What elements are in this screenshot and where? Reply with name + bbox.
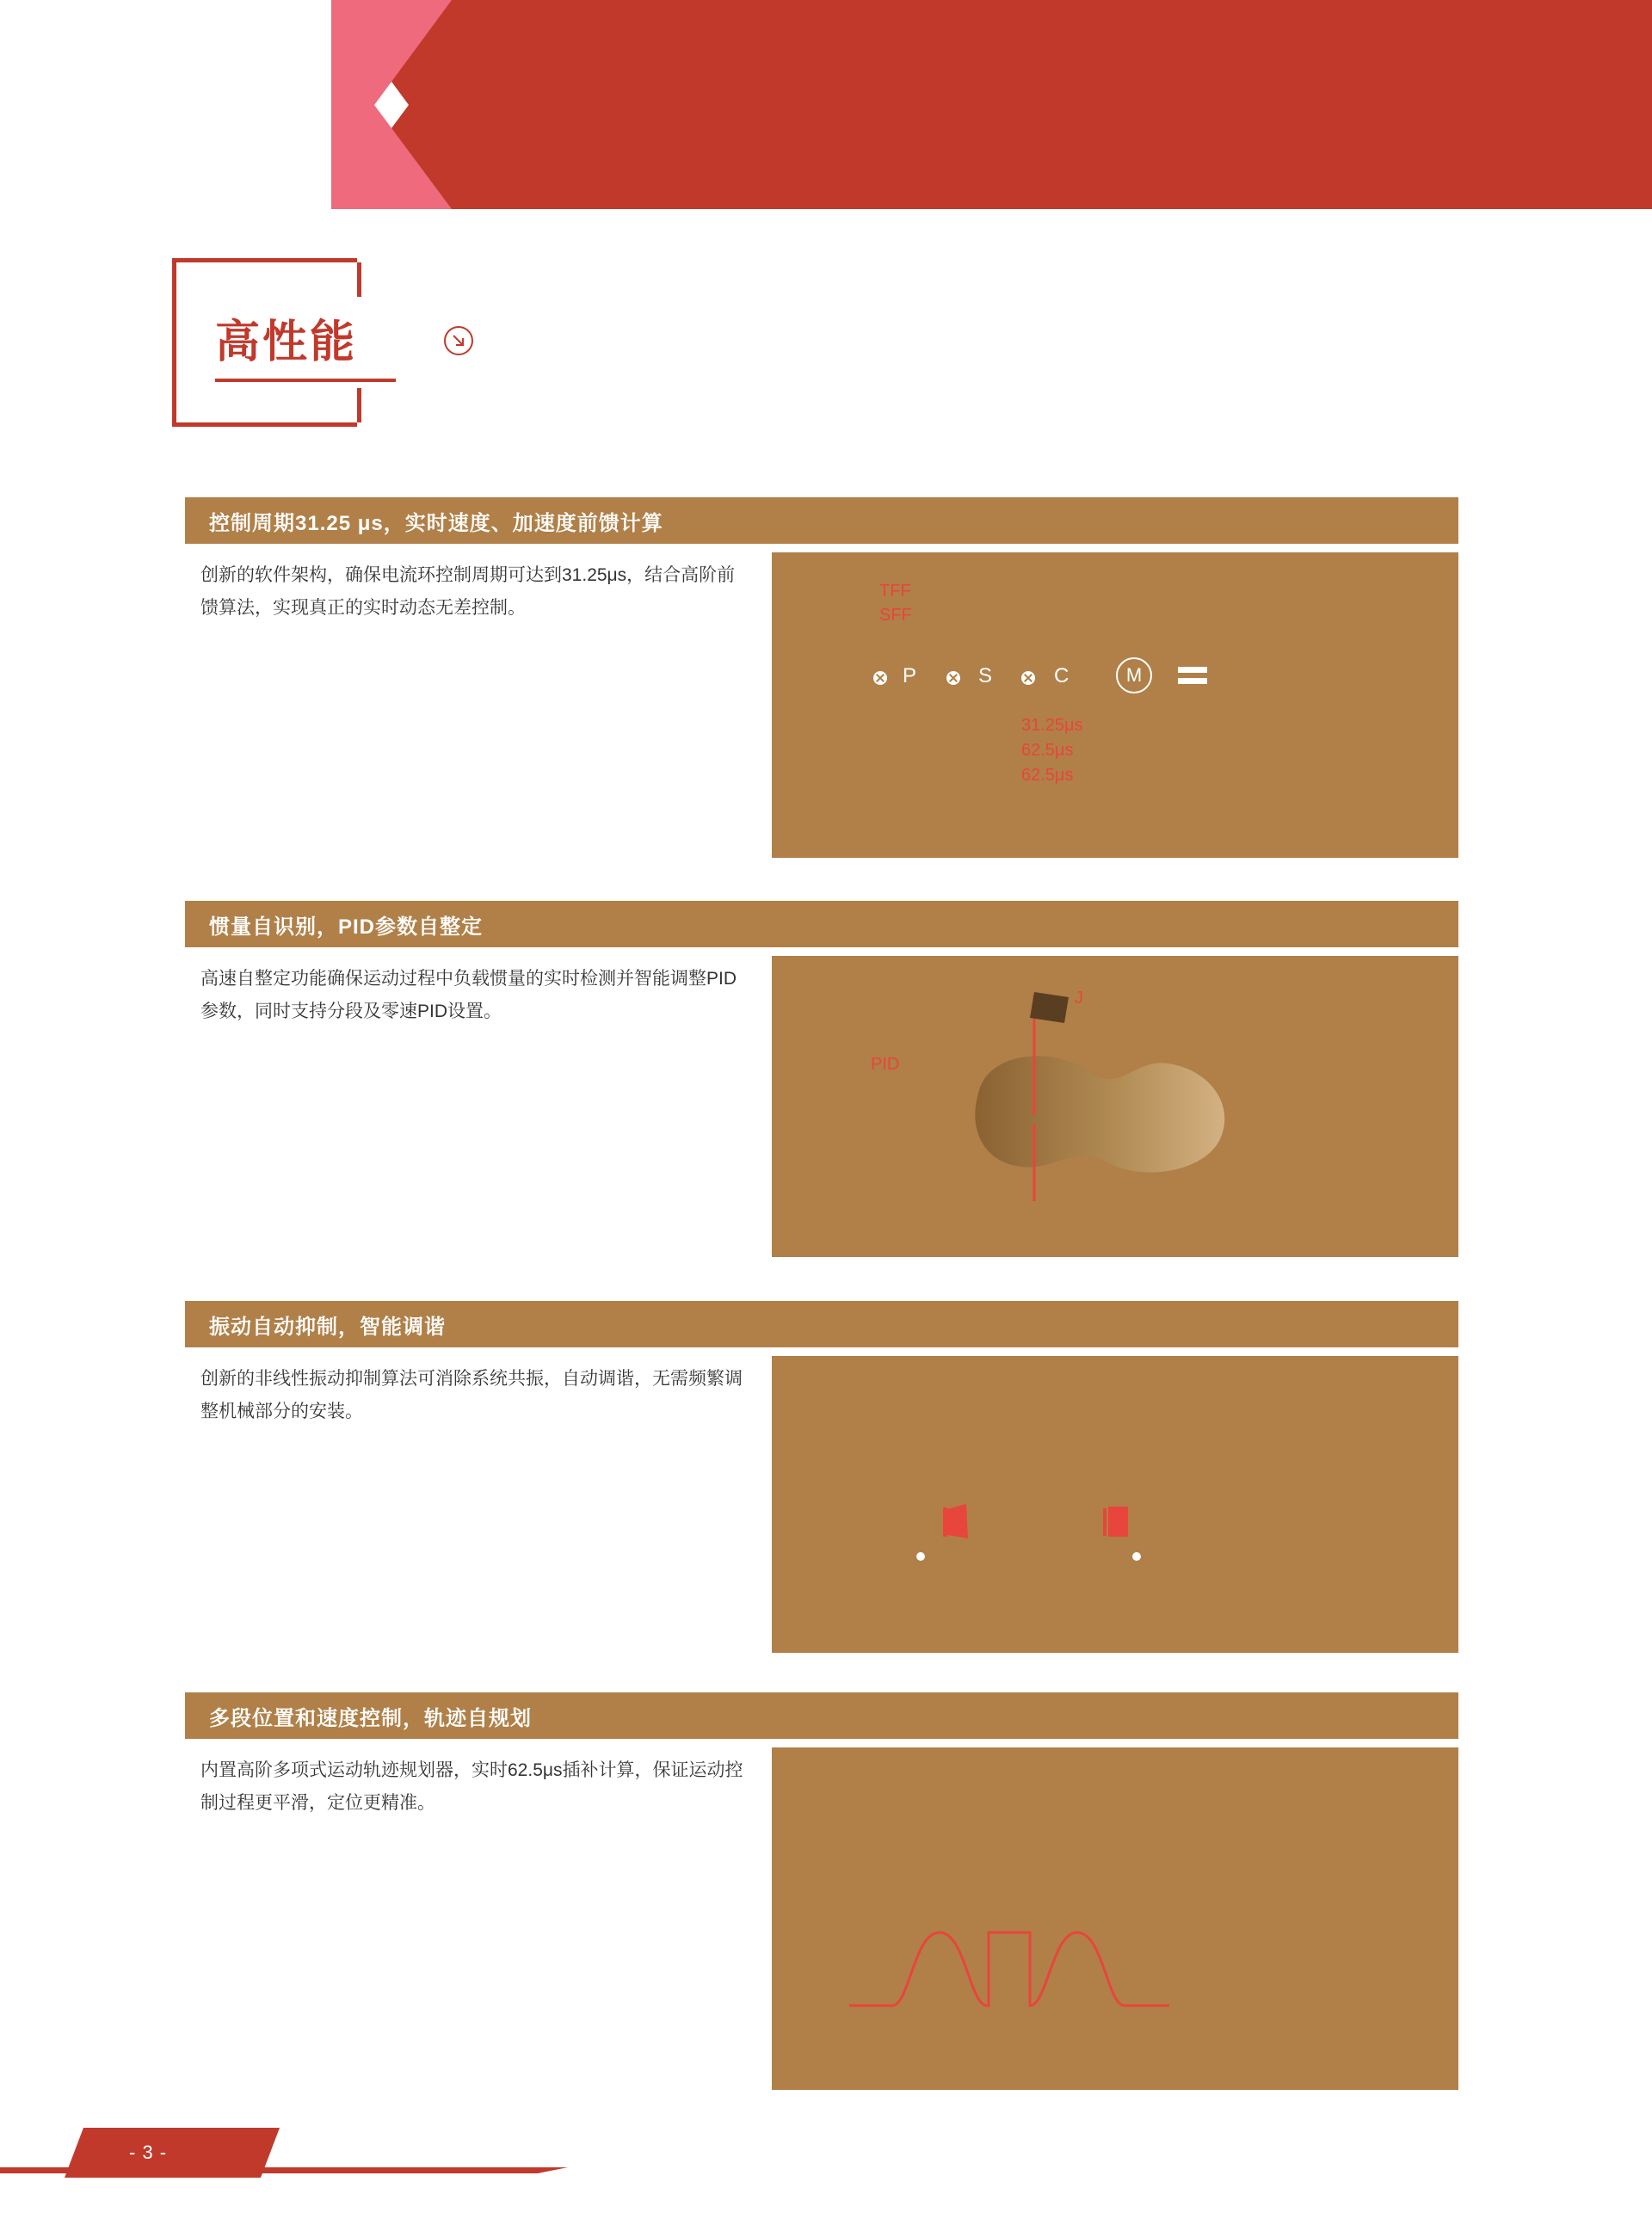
load-bar-bottom: [1178, 678, 1207, 684]
page-number: - 3 -: [129, 2142, 168, 2163]
section-control-cycle: [185, 497, 1458, 878]
section-body: [185, 1754, 1458, 2098]
node-junction-3: [1021, 671, 1035, 685]
section-trajectory-planning: [185, 1692, 1458, 2098]
inertia-blob-graphic: [772, 956, 1458, 1257]
figure-trajectory-curve: [772, 1747, 1458, 2090]
timing-3: 62.5μs: [1021, 766, 1074, 785]
label-sff: SFF: [879, 606, 912, 625]
section-heading: 振动自动抑制，智能调谐: [209, 1315, 446, 1339]
label-pid: PID: [871, 1055, 900, 1074]
timing-2: 62.5μs: [1021, 741, 1074, 760]
page-title-block: [172, 258, 361, 430]
section-description: 创新的非线性振动抑制算法可消除系统共振，自动调谐，无需频繁调整机械部分的安装。: [200, 1369, 743, 1421]
section-description: 创新的软件架构，确保电流环控制周期可达到31.25μs，结合高阶前馈算法，实现真正的实时动态无差控制。: [200, 565, 736, 618]
arrow-down-right-icon: [443, 325, 474, 356]
label-j-axis: J: [1075, 989, 1083, 1008]
section-description: 内置高阶多项式运动轨迹规划器，实时62.5μs插补计算，保证运动控制过程更平滑，定位更精准。: [200, 1760, 743, 1813]
page-title: 高性能: [215, 317, 358, 367]
section-header: [185, 901, 1458, 947]
trajectory-graphic: [772, 1747, 1458, 2090]
timing-1: 31.25μs: [1021, 716, 1083, 735]
section-heading: 控制周期31.25 μs，实时速度、加速度前馈计算: [209, 511, 663, 535]
section-heading: 惯量自识别，PID参数自整定: [209, 915, 484, 939]
label-tff: TFF: [879, 582, 911, 601]
node-junction-1: [873, 671, 887, 685]
section-body: [185, 1363, 1458, 1655]
section-inertia-pid: [185, 901, 1458, 1273]
figure-vibration-flags: [772, 1356, 1458, 1653]
motor-node: M: [1116, 657, 1152, 693]
section-body: [185, 559, 1458, 878]
figure-control-loop: [772, 552, 1458, 858]
banner-red-shape: [331, 0, 1652, 209]
section-heading: 多段位置和速度控制，轨迹自规划: [209, 1706, 532, 1730]
page-footer: [0, 2128, 568, 2178]
node-label-c: C: [1054, 664, 1069, 687]
section-vibration-suppression: [185, 1301, 1458, 1655]
title-underline: [215, 379, 396, 382]
node-label-p: P: [903, 664, 917, 687]
vibration-graphic: [772, 1356, 1458, 1653]
section-header: [185, 1301, 1458, 1347]
footer-red-tab: [65, 2128, 280, 2178]
top-banner: [0, 0, 1652, 209]
section-body: [185, 963, 1458, 1273]
section-description: 高速自整定功能确保运动过程中负载惯量的实时检测并智能调整PID参数，同时支持分段及零速PID设置。: [200, 969, 737, 1021]
node-junction-2: [946, 671, 960, 685]
section-header: [185, 1692, 1458, 1739]
node-label-s: S: [978, 664, 993, 687]
figure-inertia-blob: [772, 956, 1458, 1257]
section-header: [185, 497, 1458, 544]
load-bar-top: [1178, 667, 1207, 673]
